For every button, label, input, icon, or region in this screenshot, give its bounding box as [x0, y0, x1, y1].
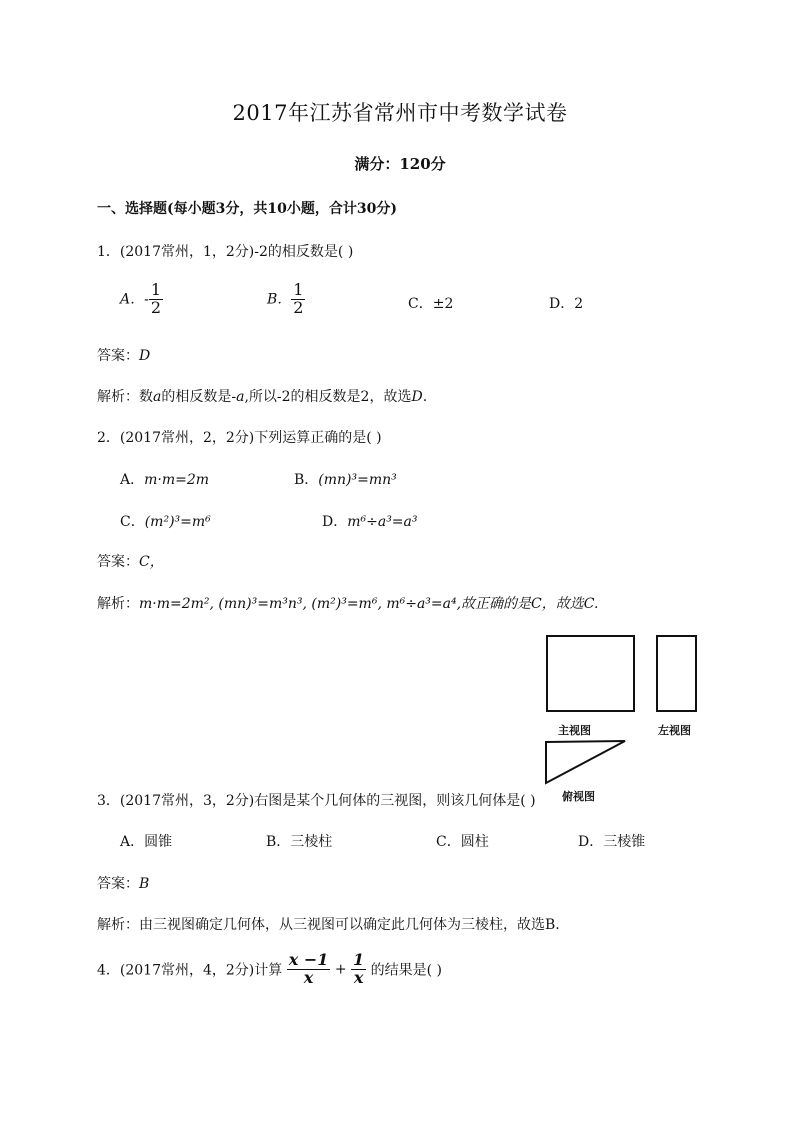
answer-value: B	[139, 876, 150, 892]
top-view-triangle	[546, 741, 625, 783]
question-2-answer	[97, 551, 164, 571]
question-1-option-d: D．2	[549, 296, 584, 312]
analysis-label: 解析：	[97, 596, 139, 612]
front-view-rect	[547, 636, 634, 711]
question-1-stem: 1．(2017常州，1，2分)-2的相反数是( )	[97, 244, 354, 260]
question-1-option-a	[120, 282, 163, 317]
fraction-denominator: 2	[293, 297, 304, 317]
analysis-var: D	[411, 389, 423, 405]
option-d-label: D．	[322, 514, 348, 530]
question-4-stem	[97, 952, 442, 987]
answer-label: 答案：	[97, 876, 139, 892]
option-a-label: A．-	[120, 291, 149, 308]
three-view-figure	[538, 630, 708, 805]
option-b-label: B．	[294, 472, 319, 488]
question-1-option-c: C．±2	[408, 296, 454, 312]
fraction-denominator: 2	[150, 297, 162, 317]
question-2-analysis	[97, 593, 598, 613]
question-2-option-c	[120, 511, 211, 531]
analysis-var: a	[236, 389, 245, 405]
question-3-stem: 3．(2017常州，3，2分)右图是某个几何体的三视图，则该几何体是( )	[97, 793, 536, 809]
answer-label: 答案：	[97, 348, 139, 364]
fraction	[287, 952, 331, 987]
front-view-label: 主视图	[558, 724, 591, 737]
fraction-numerator: 1	[353, 950, 365, 969]
analysis-text: .	[422, 389, 428, 405]
question-1-analysis	[97, 386, 427, 406]
stem-text: 的结果是( )	[370, 962, 442, 979]
question-3-option-d: D．三棱锥	[578, 834, 646, 850]
question-1-answer	[97, 345, 150, 365]
fraction	[291, 282, 305, 317]
fraction-numerator: x −1	[288, 950, 329, 969]
fraction-numerator: 1	[150, 280, 162, 299]
page-title: 2017年江苏省常州市中考数学试卷	[232, 101, 568, 125]
analysis-text: 解析：数	[97, 389, 153, 405]
question-3-option-b: B．三棱柱	[266, 834, 333, 850]
analysis-text: 的相反数是-	[161, 389, 237, 405]
option-c-label: C．	[120, 514, 145, 530]
fraction-denominator: x	[353, 967, 364, 987]
option-d-expr: m⁶÷a³=a³	[347, 514, 418, 530]
analysis-expr: m·m=2m², (mn)³=m³n³, (m²)³=m⁶, m⁶÷a³=a⁴,故正确的是C，故选C.	[139, 596, 599, 612]
answer-value: D	[139, 348, 151, 364]
question-2-stem: 2．(2017常州，2，2分)下列运算正确的是( )	[97, 430, 382, 446]
option-b-label: B．	[267, 291, 292, 308]
question-2-option-d	[322, 511, 418, 531]
question-3-option-c: C．圆柱	[436, 834, 489, 850]
option-b-expr: (mn)³=mn³	[318, 472, 397, 488]
fraction	[149, 282, 163, 317]
option-c-expr: (m²)³=m⁶	[144, 514, 211, 530]
left-view-rect	[657, 636, 696, 711]
fraction	[351, 952, 366, 987]
question-3-analysis: 解析：由三视图确定几何体，从三视图可以确定此几何体为三棱柱，故选B.	[97, 917, 560, 933]
question-2-option-b	[294, 469, 397, 489]
analysis-var: a	[153, 389, 162, 405]
fraction-denominator: x	[303, 967, 314, 987]
question-3-option-a: A．圆锥	[120, 834, 173, 850]
question-1-option-b	[267, 282, 305, 317]
option-a-label: A．	[120, 472, 145, 488]
question-3-answer	[97, 873, 149, 893]
full-score: 满分：120分	[354, 155, 446, 173]
three-view-drawing	[538, 630, 708, 805]
answer-label: 答案：	[97, 554, 139, 570]
plus-sign: +	[334, 961, 347, 978]
top-view-label: 俯视图	[562, 790, 595, 803]
analysis-text: ,所以-2的相反数是2，故选	[244, 389, 412, 405]
fraction-numerator: 1	[293, 280, 304, 299]
left-view-label: 左视图	[658, 724, 691, 737]
answer-value: C，	[139, 554, 164, 570]
option-a-expr: m·m=2m	[144, 472, 210, 488]
question-2-option-a	[120, 469, 209, 489]
stem-text: 4．(2017常州，4，2分)计算	[97, 962, 283, 979]
section-heading: 一、选择题(每小题3分，共10小题，合计30分)	[97, 201, 397, 217]
